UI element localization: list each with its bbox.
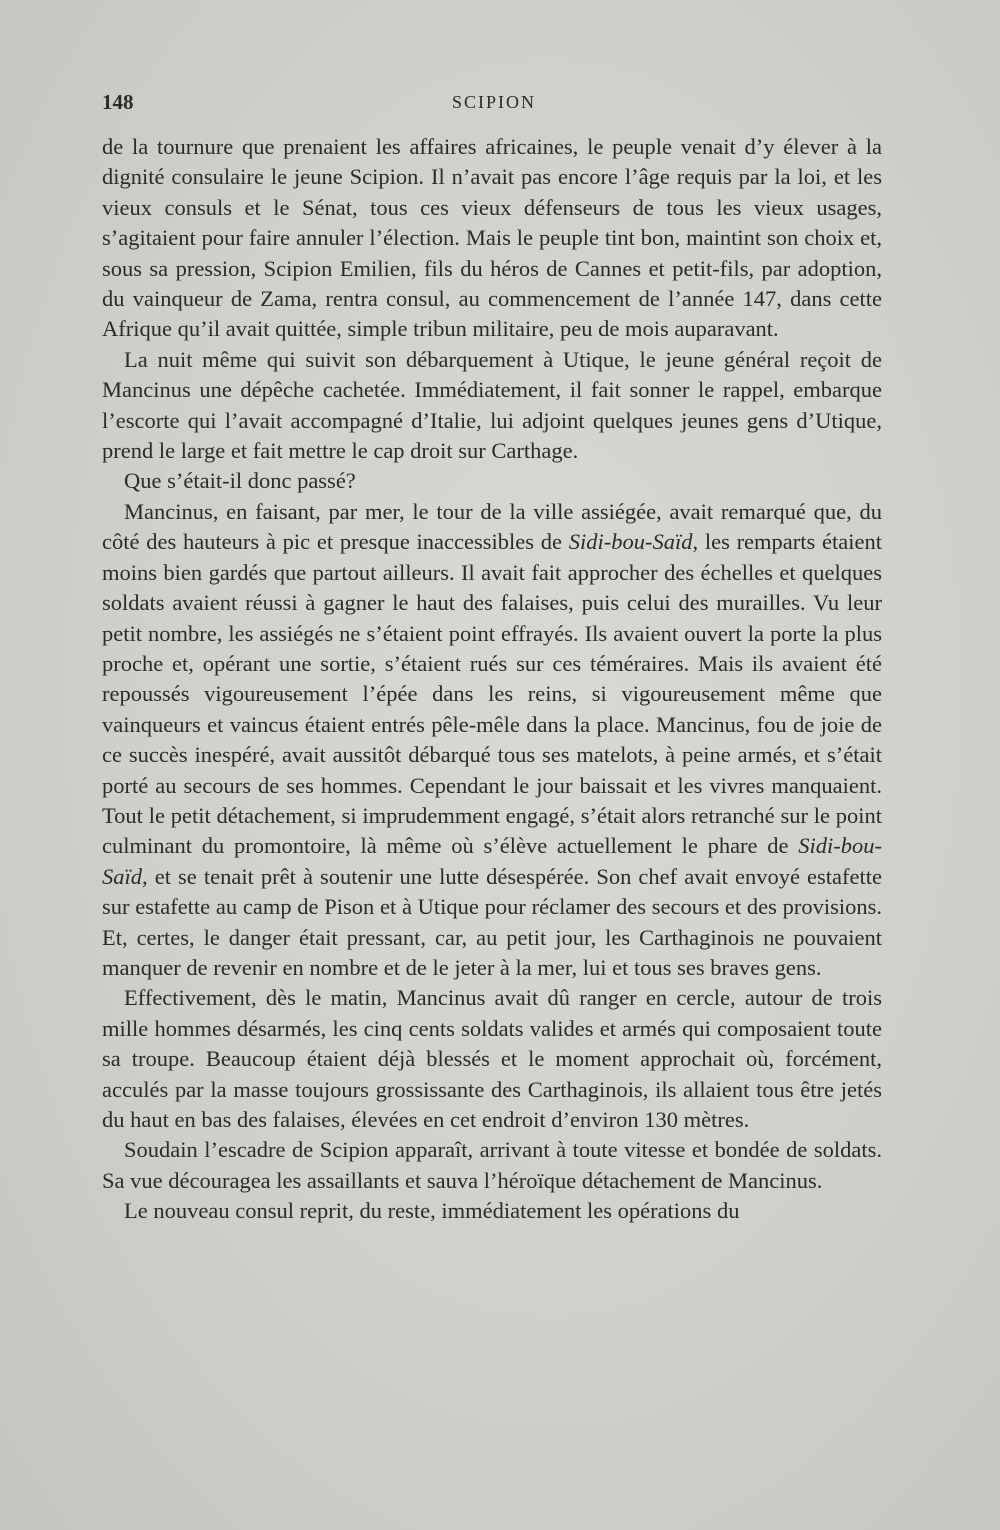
page-number: 148	[102, 90, 134, 114]
place-name-italic: Sidi-bou-Saïd	[568, 529, 693, 555]
paragraph	[102, 345, 882, 467]
paragraph	[102, 132, 882, 345]
text-segment: de la tournure que prenaient les affaires africaines, le peuple venait d’y élever à la dignité consulaire le jeune Scipion. Il n’avait pas encore l’âge requis par la loi, et les vieux consuls et le Sénat, tous ces vieux défenseurs de tous les vieux usages, s’agitaient pour faire annuler l’élection. Mais le peuple tint bon, maintint son choix et, sous sa pression, Scipion Emilien, fils du héros de Cannes et petit-fils, par adoption, du vainqueur de Zama, rentra consul, au commencement de l’année 147, dans cette Afrique qu’il avait quittée, simple tribun militaire, peu de mois auparavant.	[102, 134, 882, 342]
text-segment: Effectivement, dès le matin, Mancinus avait dû ranger en cercle, autour de trois mille hommes désarmés, les cinq cents soldats valides et armés qui composaient toute sa troupe. Beaucoup étaient déjà blessés et le moment approchait où, forcément, acculés par la masse toujours grossissante des Carthaginois, ils allaient tous être jetés du haut en bas des falaises, élevées en cet endroit d’environ 130 mètres.	[102, 985, 882, 1132]
page-header	[102, 90, 886, 120]
paragraph	[102, 983, 882, 1135]
place-name-italic: Sidi-bou-Saïd	[102, 833, 882, 889]
body-text	[102, 132, 882, 1227]
text-segment: Soudain l’escadre de Scipion apparaît, arrivant à toute vitesse et bondée de soldats. Sa vue découragea les assaillants et sauva l’héroïque détachement de Mancinus.	[102, 1137, 882, 1193]
text-segment: Que s’était-il donc passé?	[124, 468, 356, 494]
text-segment: Mancinus, en faisant, par mer, le tour de la ville assiégée, avait remarqué que, du côté des hauteurs à pic et presque inaccessibles de	[102, 498, 882, 555]
text-segment: Le nouveau consul reprit, du reste, immédiatement les opérations du	[124, 1198, 740, 1224]
paragraph	[102, 497, 882, 984]
text-segment: , et se tenait prêt à soutenir une lutte désespérée. Son chef avait envoyé estafette sur estafette au camp de Pison et à Utique pour réclamer des secours et des provisions. Et, certes, le danger était pressant, car, au petit jour, les Carthaginois ne pouvaient manquer de revenir en nombre et de le jeter à la mer, lui et tous ses braves gens.	[102, 863, 882, 980]
paragraph	[102, 466, 882, 496]
running-title: SCIPION	[451, 92, 536, 112]
paragraph	[102, 1135, 882, 1196]
paragraph	[102, 1196, 882, 1226]
text-segment: La nuit même qui suivit son débarquement à Utique, le jeune général reçoit de Mancinus une dépêche cachetée. Immédiatement, il fait sonner le rappel, embarque l’escorte qui l’avait accompagné d’Italie, lui adjoint quelques jeunes gens d’Utique, prend le large et fait mettre le cap droit sur Carthage.	[102, 346, 882, 464]
text-segment: , les remparts étaient moins bien gardés que partout ailleurs. Il avait fait approcher des échelles et quelques soldats avaient réussi à gagner le haut des falaises, puis celui des murailles. Vu leur petit nombre, les assiégés ne s’étaient point effrayés. Ils avaient ouvert la porte la plus proche et, opérant une sortie, s’étaient rués sur ces téméraires. Mais ils avaient été repoussés vigoureusement l’épée dans les reins, si vigoureusement même que vainqueurs et vaincus étaient entrés pêle-mêle dans la place. Mancinus, fou de joie de ce succès inespéré, avait aussitôt débarqué tous ses matelots, à peine armés, et s’était porté au secours de ses hommes. Cependant le jour baissait et les vivres manquaient. Tout le petit détachement, si imprudemment engagé, s’était alors retranché sur le point culminant du promontoire, là même où s’élève actuellement le phare de	[102, 529, 882, 859]
